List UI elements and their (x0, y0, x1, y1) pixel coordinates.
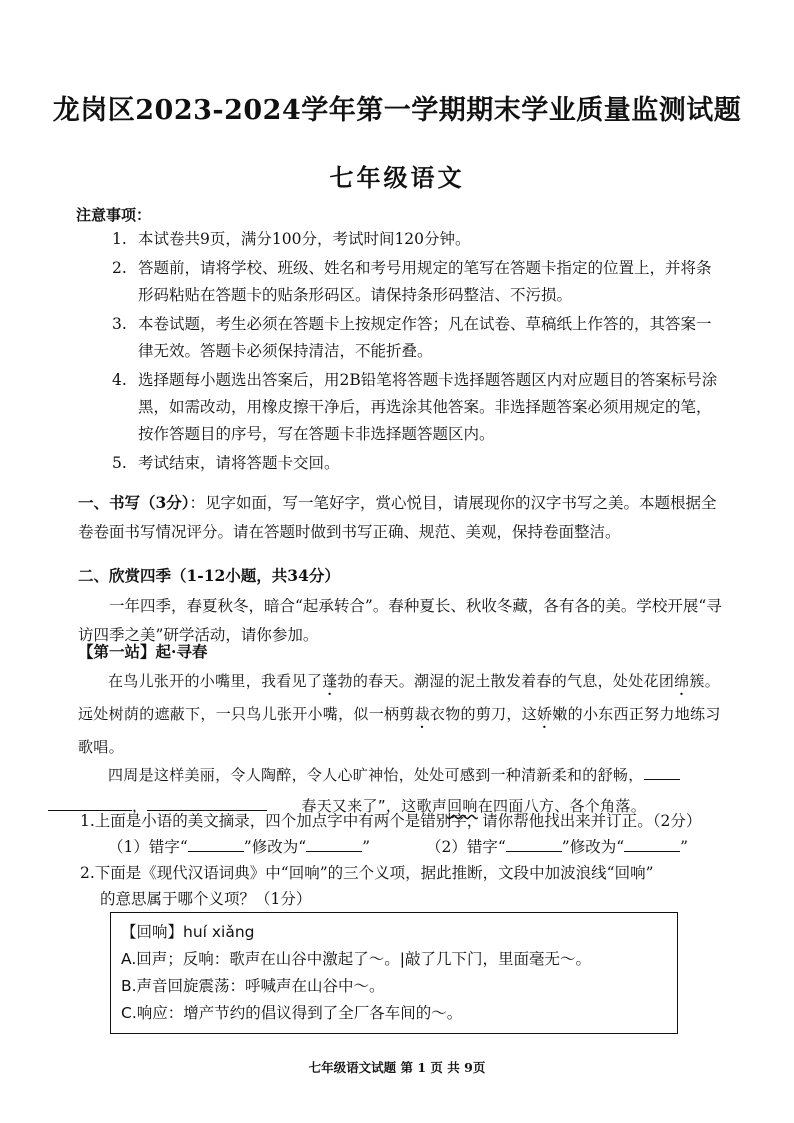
question-1-answer-2 (426, 834, 688, 860)
essay-text: 衣物的剪刀，这 (429, 705, 538, 723)
section1-writing (78, 488, 728, 547)
answer-label: ”修改为“ (561, 838, 625, 856)
answer-blank[interactable] (644, 763, 680, 780)
notice-item-text: 选择题每小题选出答案后，用2B铅笔将答题卡选择题答题区内对应题目的答案标号涂黑，如需改动，用橡皮擦干净后，再选涂其他答案。非选择题答案必须用规定的笔，按作答题目的序号，写在答题卡非选择题答题区内。 (138, 371, 718, 443)
essay-text: 四周是这样美丽，令人陶醉，令人心旷神怡，处处可感到一种清新柔和的舒畅， (108, 766, 644, 784)
notice-item-text: 考试结束，请将答题卡交回。 (138, 454, 340, 472)
notice-item-number: 5. (112, 454, 127, 472)
essay-paragraph-1 (78, 666, 728, 763)
exam-title: 龙岗区2023-2024学年第一学期期末学业质量监测试题 (52, 95, 742, 126)
dictionary-entry-box (110, 912, 678, 1034)
dotted-char: 蓬 (322, 672, 338, 690)
essay-text: 春天又来了”，这歌声 (301, 797, 448, 815)
notice-item-number: 1. (112, 230, 127, 248)
notice-item-text: 答题前，请将学校、班级、姓名和考号用规定的笔写在答题卡指定的位置上，并将条形码粘贴在答题卡的贴条形码区。请保持条形码整洁、不污损。 (138, 259, 712, 304)
essay-text: ， (132, 797, 148, 815)
exam-subtitle: 七年级语文 (329, 163, 465, 192)
question-1-answer-1 (108, 834, 370, 860)
section2-intro: 一年四季，春夏秋冬，暗合“起承转合”。春种夏长、秋收冬藏，各有各的美。学校开展“寻访四季之美”研学活动，请你参加。 (78, 597, 722, 644)
answer-label: ” (680, 838, 689, 856)
answer-blank[interactable] (624, 835, 680, 852)
answer-blank[interactable] (306, 835, 362, 852)
station-heading: 【第一站】起·寻春 (78, 642, 208, 661)
notice-item-text: 本试卷共9页，满分100分，考试时间120分钟。 (138, 230, 471, 248)
section1-label: 一、书写（3分） (78, 493, 190, 512)
answer-label: （2）错字“ (426, 838, 506, 856)
essay-text: 勃的春天。潮湿的泥土散发着春的气息，处处花团 (337, 672, 675, 690)
essay-text: 在鸟儿张开的小嘴里，我看见了 (108, 672, 323, 690)
answer-blank[interactable] (188, 835, 244, 852)
notice-item-number: 2. (112, 259, 127, 277)
dictionary-headword: 【回响】huí xiǎng (121, 923, 255, 941)
dictionary-sense-b: B.声音回旋震荡：呼喊声在山谷中～。 (121, 977, 385, 995)
question-2-line-2: 的意思属于哪个义项？（1分） (100, 890, 312, 908)
notice-item (112, 311, 722, 365)
dotted-char: 娇 (537, 705, 553, 723)
essay-text: 嫩的小东西正努力地练习歌唱。 (78, 705, 721, 756)
answer-label: ”修改为“ (243, 838, 307, 856)
notice-list (112, 226, 722, 479)
notice-item-number: 4. (112, 371, 127, 389)
notice-item (112, 450, 722, 477)
wavy-underlined-word: 回响 (447, 797, 478, 815)
notice-item (112, 367, 722, 448)
notice-item (112, 226, 722, 253)
question-1: 1.上面是小语的美文摘录，四个加点字中有两个是错别字，请你帮他找出来并订正。（2分） (80, 812, 702, 830)
dotted-char: 绵 (674, 672, 690, 690)
dictionary-sense-c: C.响应：增产节约的倡议得到了全厂各车间的～。 (121, 1004, 463, 1022)
notice-heading: 注意事项： (76, 206, 152, 224)
essay-text: 簇。远处树荫的遮蔽下，一只鸟儿张开小嘴，似一柄剪 (78, 672, 721, 723)
answer-blank[interactable] (506, 835, 562, 852)
notice-item-number: 3. (112, 315, 127, 333)
section2-heading: 二、欣赏四季（1-12小题，共34分） (78, 566, 340, 585)
notice-item (112, 255, 722, 309)
answer-label: ” (362, 838, 371, 856)
question-2-line-1: 2.下面是《现代汉语词典》中“回响”的三个义项，据此推断，文段中加波浪线“回响” (80, 864, 654, 882)
dictionary-sense-a: A.回声；反响：歌声在山谷中激起了～。|敲了几下门，里面毫无～。 (121, 950, 591, 968)
essay-text: 在四面八方、各个角落。 (477, 797, 647, 815)
page-footer: 七年级语文试题 第 1 页 共 9页 (308, 1060, 486, 1075)
notice-item-text: 本卷试题，考生必须在答题卡上按规定作答；凡在试卷、草稿纸上作答的，其答案一律无效。答题卡必须保持清洁，不能折叠。 (138, 315, 712, 360)
answer-label: （1）错字“ (108, 838, 188, 856)
section1-text: ：见字如面，写一笔好字，赏心悦目，请展现你的汉字书写之美。本题根据全卷卷面书写情况评分。请在答题时做到书写正确、规范、美观，保持卷面整洁。 (78, 494, 717, 541)
dotted-char: 裁 (414, 705, 430, 723)
